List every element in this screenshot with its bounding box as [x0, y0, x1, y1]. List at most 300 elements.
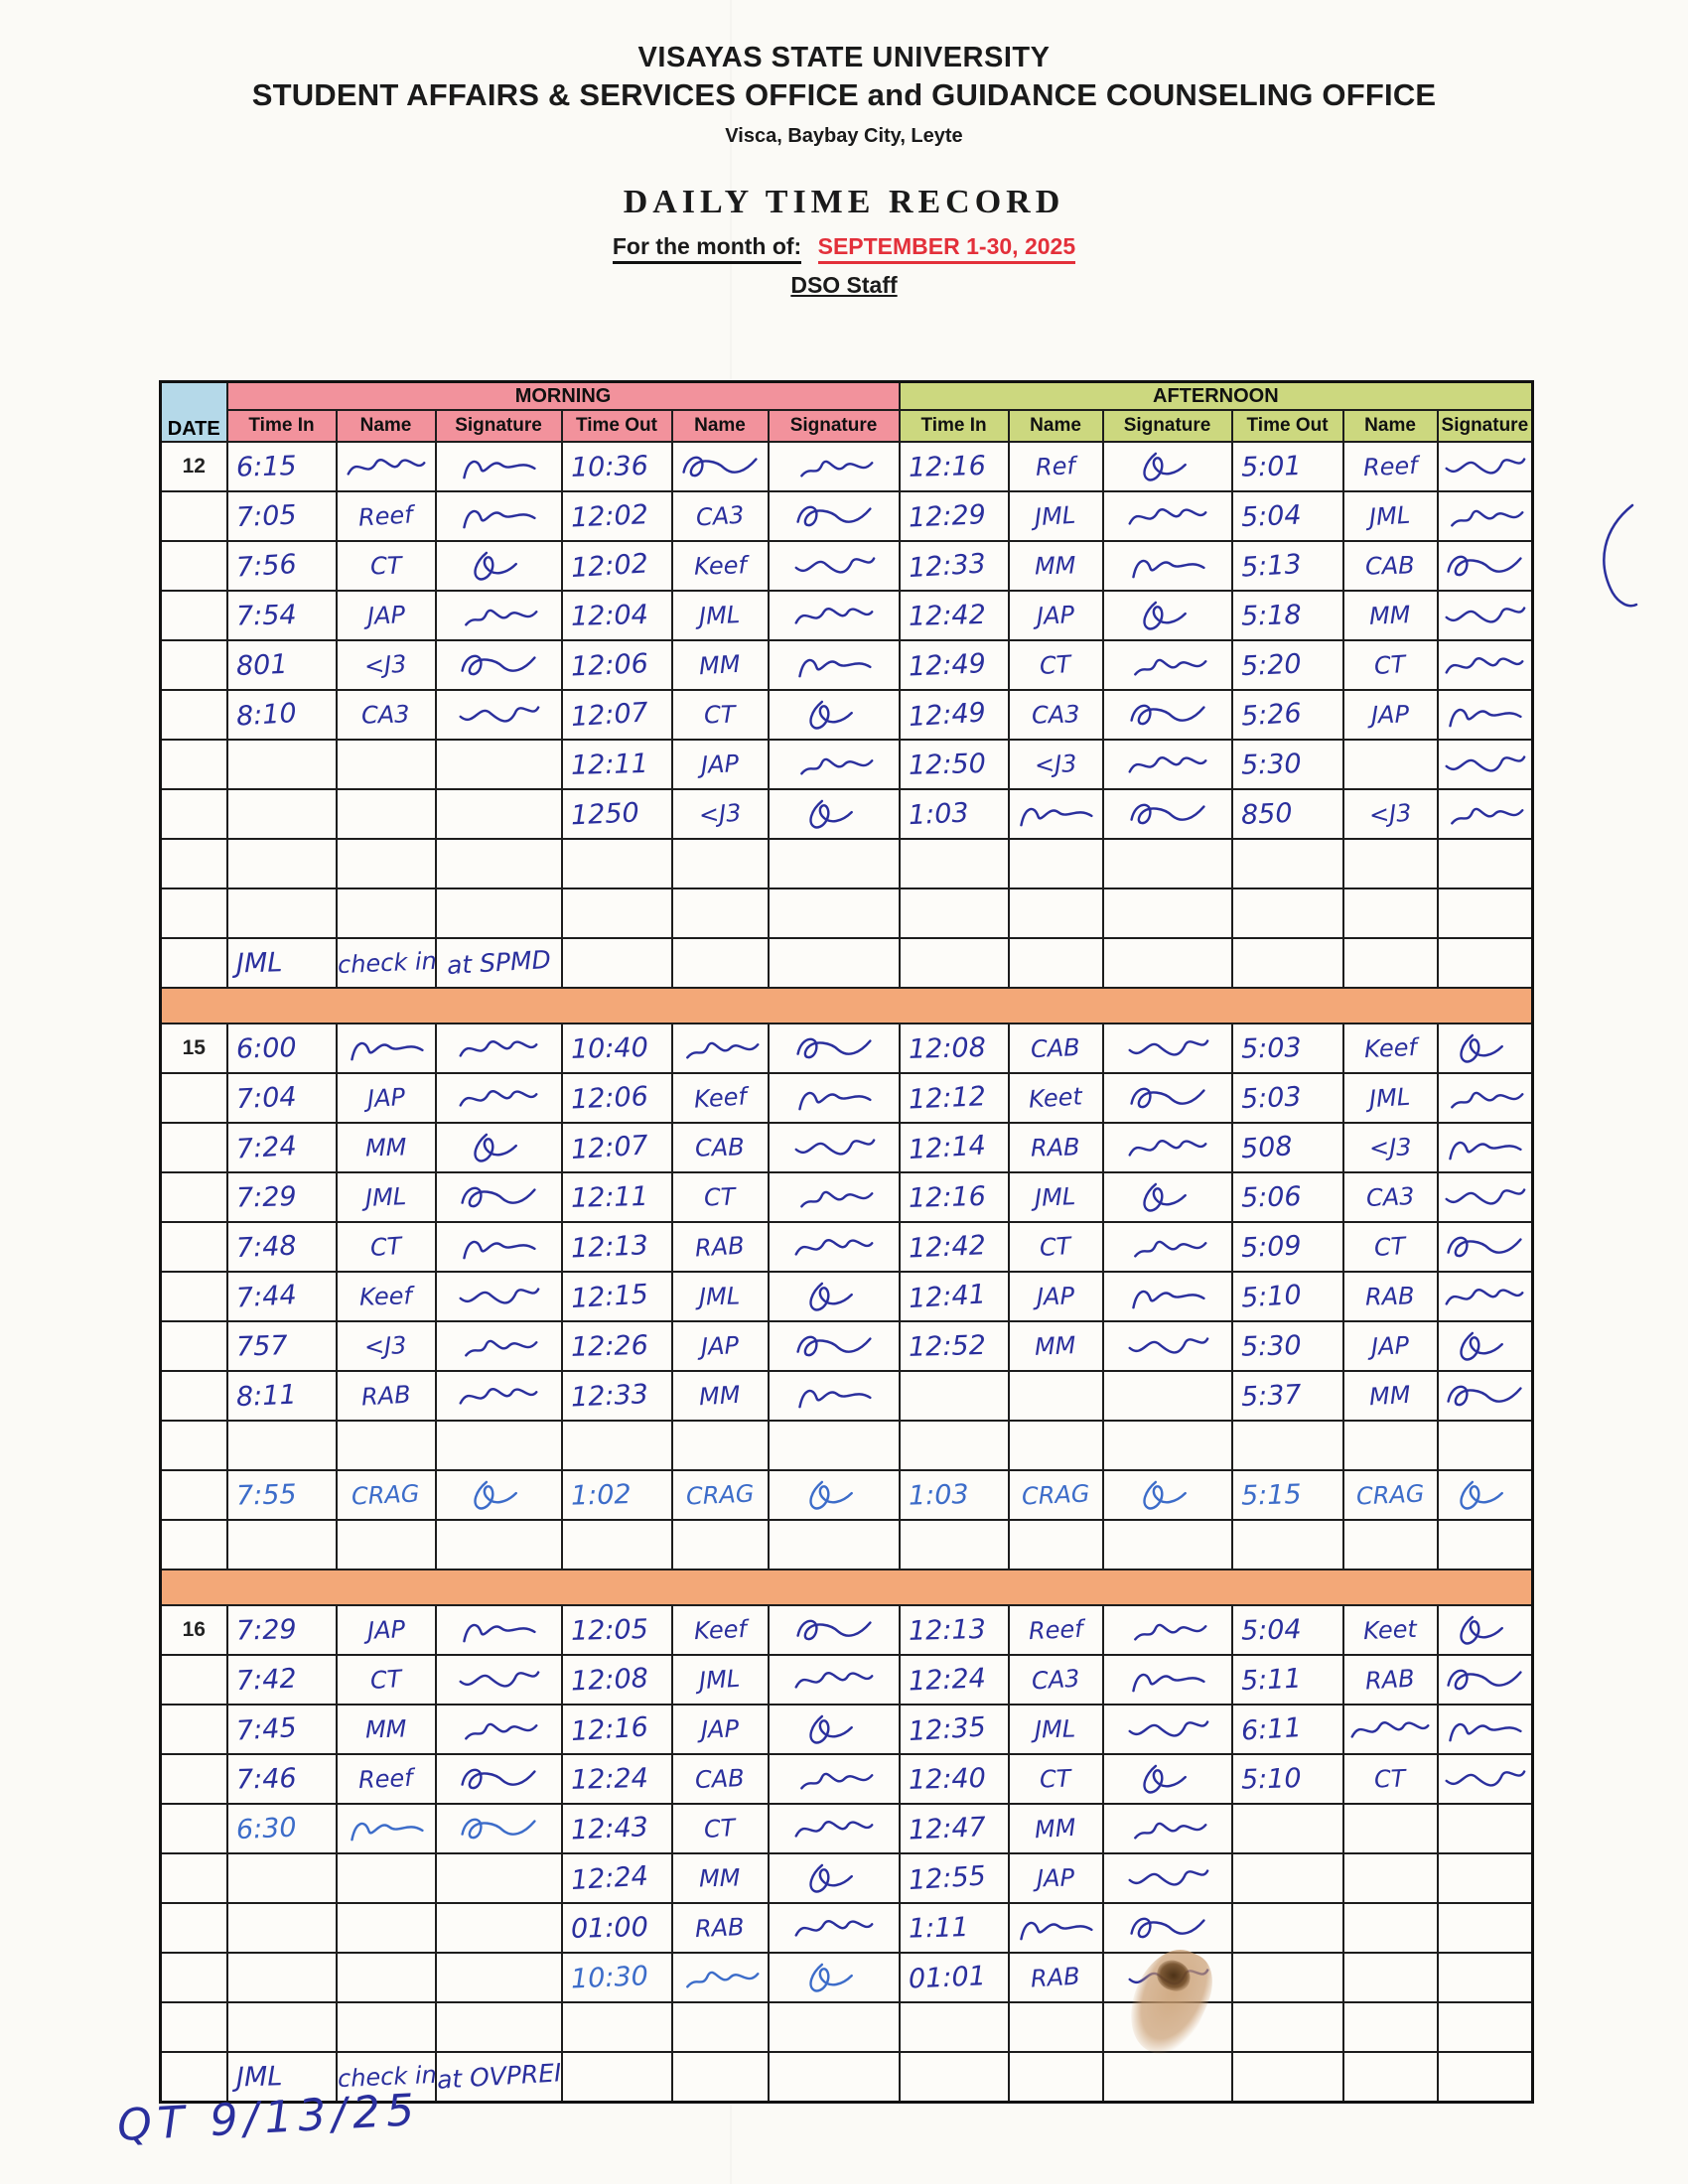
dtr-cell-time [1232, 640, 1343, 690]
dtr-cell-sig [1103, 789, 1232, 839]
dtr-row [161, 789, 1533, 839]
dtr-cell-time [900, 640, 1009, 690]
dtr-cell-time [900, 1520, 1009, 1570]
signature-scribble [1443, 1132, 1526, 1163]
block-separator-row [161, 1570, 1533, 1605]
dtr-cell-name [1343, 1321, 1438, 1371]
handwritten-entry: 5:04 [1240, 1613, 1302, 1647]
dtr-cell-name [672, 1321, 769, 1371]
dtr-cell-sig [436, 690, 562, 740]
handwritten-entry: 12:07 [569, 696, 649, 733]
dtr-cell-time [1232, 740, 1343, 789]
dtr-row [161, 442, 1533, 491]
dtr-cell-name [337, 1804, 436, 1853]
signature-scribble [457, 1380, 540, 1412]
handwritten-entry: 12:15 [569, 1278, 649, 1314]
date-cell: 12 [161, 442, 227, 491]
dtr-cell-sig [769, 1421, 900, 1470]
handwritten-entry: JAP [365, 1082, 406, 1113]
date-cell [161, 690, 227, 740]
dtr-cell-time [227, 789, 337, 839]
dtr-cell-time [1232, 1953, 1343, 2002]
dtr-cell-name [1343, 1123, 1438, 1172]
dtr-cell-time [1232, 541, 1343, 591]
handwritten-entry: 12:14 [907, 1129, 987, 1165]
dtr-cell-name [1343, 1853, 1438, 1903]
handwritten-entry: RAB [359, 1380, 412, 1411]
dtr-cell-sig [769, 1520, 900, 1570]
dtr-cell-sig [769, 789, 900, 839]
handwritten-entry: MM [364, 1132, 407, 1162]
dtr-cell-name [337, 1605, 436, 1655]
date-cell [161, 1421, 227, 1470]
dtr-cell-sig [436, 1705, 562, 1754]
dtr-cell-name [1009, 1705, 1103, 1754]
handwritten-entry: JML [1368, 1082, 1412, 1113]
dtr-cell-name [672, 1421, 769, 1470]
col-header-afternoon-time-in: Time In [900, 410, 1009, 442]
dtr-cell-sig [769, 1272, 900, 1321]
handwritten-entry: 7:24 [234, 1130, 298, 1165]
dtr-cell-time [562, 491, 672, 541]
dtr-cell-time [562, 1520, 672, 1570]
dtr-cell-sig [436, 1222, 562, 1272]
dtr-cell-sig [1438, 740, 1533, 789]
dtr-cell-name [672, 1222, 769, 1272]
dtr-cell-name [672, 442, 769, 491]
dtr-cell-sig [769, 591, 900, 640]
dtr-cell-name [672, 1953, 769, 2002]
dtr-cell-name [337, 541, 436, 591]
dtr-cell-sig [1438, 1222, 1533, 1272]
dtr-cell-sig [769, 1222, 900, 1272]
dtr-cell-name [1009, 1754, 1103, 1804]
handwritten-entry: 10:40 [570, 1031, 648, 1065]
dtr-cell-time [900, 1605, 1009, 1655]
dtr-cell-sig [1438, 1605, 1533, 1655]
dtr-cell-sig [1103, 1605, 1232, 1655]
signature-scribble [792, 500, 876, 532]
dtr-cell-name [672, 1655, 769, 1705]
handwritten-entry: 12:12 [907, 1080, 986, 1116]
signature-scribble [678, 1962, 762, 1993]
dtr-cell-name [672, 1172, 769, 1222]
dtr-row [161, 1520, 1533, 1570]
handwritten-entry: CA3 [1031, 699, 1080, 730]
dtr-cell-name [1009, 1371, 1103, 1421]
dtr-row [161, 1605, 1533, 1655]
handwritten-entry: 1:11 [908, 1911, 969, 1945]
dtr-row [161, 1172, 1533, 1222]
handwritten-entry: CA3 [694, 500, 746, 531]
handwritten-entry: 12:05 [570, 1613, 648, 1647]
dtr-cell-sig [1103, 839, 1232, 888]
dtr-cell-time [1232, 1272, 1343, 1321]
dtr-cell-time [227, 1655, 337, 1705]
dtr-cell-name [337, 2002, 436, 2052]
dtr-cell-time [227, 1804, 337, 1853]
dtr-cell-name [1343, 1421, 1438, 1470]
handwritten-entry: CT [1039, 1763, 1072, 1794]
dtr-cell-name [337, 1024, 436, 1073]
dtr-row [161, 1222, 1533, 1272]
handwritten-entry: 7:46 [235, 1762, 297, 1796]
handwritten-entry: CT [1373, 649, 1407, 680]
dtr-cell-sig [436, 1903, 562, 1953]
date-cell: 15 [161, 1024, 227, 1073]
dtr-row [161, 888, 1533, 938]
dtr-cell-sig [1438, 1953, 1533, 2002]
dtr-cell-name [1343, 690, 1438, 740]
dtr-cell-name [337, 491, 436, 541]
dtr-row [161, 1421, 1533, 1470]
dtr-cell-time [900, 1804, 1009, 1853]
dtr-cell-name [337, 442, 436, 491]
dtr-cell-name [1009, 1655, 1103, 1705]
dtr-cell-time [1232, 888, 1343, 938]
handwritten-entry: 5:18 [1240, 599, 1302, 632]
dtr-cell-time [900, 1903, 1009, 1953]
handwritten-entry: 12:06 [569, 1080, 648, 1116]
dtr-cell-sig [1103, 442, 1232, 491]
month-line [0, 233, 1688, 260]
dtr-cell-time [227, 1705, 337, 1754]
dtr-cell-time [227, 1520, 337, 1570]
dtr-cell-time [227, 491, 337, 541]
dtr-row [161, 690, 1533, 740]
dtr-cell-sig [769, 1605, 900, 1655]
dtr-cell-sig [1103, 690, 1232, 740]
dtr-cell-name [337, 1853, 436, 1903]
handwritten-entry: 12:49 [907, 696, 987, 733]
signature-scribble [345, 1032, 428, 1064]
dtr-cell-sig [769, 1321, 900, 1371]
handwritten-entry: CT [368, 1664, 403, 1695]
dtr-cell-sig [1438, 789, 1533, 839]
dtr-row [161, 1073, 1533, 1123]
handwritten-entry: 12:06 [569, 647, 648, 683]
dtr-cell-time [227, 1903, 337, 1953]
dtr-cell-sig [436, 1321, 562, 1371]
dtr-cell-name [672, 1804, 769, 1853]
dtr-cell-sig [1103, 888, 1232, 938]
handwritten-entry: 5:30 [1240, 748, 1302, 781]
handwritten-entry: Keet [1028, 1081, 1083, 1114]
dtr-cell-name [1009, 442, 1103, 491]
dtr-cell-name [1009, 1172, 1103, 1222]
dtr-cell-time [1232, 1371, 1343, 1421]
dtr-cell-sig [436, 591, 562, 640]
dtr-cell-time [562, 1470, 672, 1520]
handwritten-entry: 12:13 [569, 1229, 648, 1265]
signature-scribble [1014, 798, 1097, 830]
signature-scribble [1443, 1614, 1526, 1646]
dtr-cell-name [672, 1853, 769, 1903]
handwritten-entry: 5:26 [1239, 697, 1303, 733]
signature-scribble [1126, 749, 1209, 780]
dtr-cell-name [1009, 1903, 1103, 1953]
dtr-cell-time [1232, 1421, 1343, 1470]
dtr-cell-sig [1438, 1073, 1533, 1123]
handwritten-entry: 7:55 [235, 1478, 297, 1512]
dtr-cell-sig [769, 491, 900, 541]
dtr-cell-time [227, 1321, 337, 1371]
handwritten-entry: at OVPREI [435, 2058, 562, 2095]
dtr-cell-time [227, 1172, 337, 1222]
dtr-cell-name [337, 1655, 436, 1705]
signature-scribble [1443, 649, 1526, 681]
dtr-cell-sig [436, 1953, 562, 2002]
handwritten-entry: JAP [700, 1714, 740, 1743]
handwritten-entry: Keef [358, 1281, 413, 1311]
dtr-cell-time [900, 1371, 1009, 1421]
dtr-cell-name [672, 1123, 769, 1172]
dtr-cell-sig [436, 1520, 562, 1570]
handwritten-entry: JAP [700, 749, 740, 779]
handwritten-entry: CT [368, 1231, 403, 1262]
dtr-row [161, 1655, 1533, 1705]
handwritten-entry: 1:02 [570, 1478, 632, 1512]
dtr-cell-sig [1103, 1024, 1232, 1073]
dtr-cell-time [562, 789, 672, 839]
dtr-cell-name [672, 789, 769, 839]
dtr-cell-name [672, 1073, 769, 1123]
dtr-cell-time [227, 1754, 337, 1804]
dtr-cell-sig [1103, 740, 1232, 789]
signature-scribble [457, 600, 540, 631]
handwritten-entry: MM [698, 1380, 742, 1411]
dtr-cell-time [562, 442, 672, 491]
signature-scribble [792, 451, 876, 482]
dtr-cell-name [1009, 2002, 1103, 2052]
dtr-row [161, 839, 1533, 888]
handwritten-entry: 12:40 [908, 1762, 986, 1796]
handwritten-entry: 7:45 [234, 1711, 298, 1747]
signature-scribble [457, 1032, 540, 1064]
signature-scribble [1443, 1763, 1526, 1795]
dtr-cell-time [562, 690, 672, 740]
dtr-cell-name [1343, 1172, 1438, 1222]
handwritten-entry: JML [698, 1664, 742, 1695]
dtr-cell-time [1232, 1903, 1343, 1953]
handwritten-entry: Keef [693, 550, 747, 581]
handwritten-entry: CT [1373, 1231, 1407, 1262]
dtr-cell-time [562, 1123, 672, 1172]
handwritten-entry: 7:04 [234, 1081, 297, 1115]
note-cell [337, 938, 436, 988]
note-cell [227, 938, 337, 988]
handwritten-entry: 12:24 [570, 1762, 648, 1796]
dtr-cell-time [562, 640, 672, 690]
dtr-cell-sig [436, 1470, 562, 1520]
signature-scribble [1126, 1132, 1209, 1163]
dtr-row [161, 1903, 1533, 1953]
dtr-cell-name [1343, 1754, 1438, 1804]
signature-scribble [678, 1032, 762, 1064]
signature-scribble [457, 500, 540, 532]
dtr-cell-time [900, 740, 1009, 789]
dtr-cell-sig [436, 1804, 562, 1853]
dtr-cell-name [1343, 640, 1438, 690]
date-cell [161, 1853, 227, 1903]
signature-scribble [457, 1614, 540, 1646]
date-cell [161, 640, 227, 690]
dtr-table-wrap [159, 380, 1534, 2104]
dtr-cell-name [337, 1073, 436, 1123]
signature-scribble [792, 1664, 876, 1696]
handwritten-entry: 1250 [569, 796, 639, 831]
dtr-cell-name [337, 1272, 436, 1321]
handwritten-entry: check in [336, 2060, 437, 2093]
dtr-cell-sig [436, 740, 562, 789]
signature-scribble [1126, 649, 1209, 681]
dtr-cell-sig [436, 1421, 562, 1470]
dtr-cell-name [672, 888, 769, 938]
dtr-cell-time [562, 1172, 672, 1222]
dtr-row [161, 591, 1533, 640]
dtr-cell-sig [1103, 1520, 1232, 1570]
signature-scribble [457, 451, 540, 482]
dtr-cell-name [1009, 740, 1103, 789]
dtr-cell-name [337, 1371, 436, 1421]
dtr-cell-name [1343, 1903, 1438, 1953]
signature-scribble [457, 550, 540, 582]
dtr-cell-name [672, 740, 769, 789]
handwritten-entry: JAP [1036, 1863, 1075, 1892]
handwritten-entry: MM [1034, 1813, 1077, 1843]
signature-scribble [792, 749, 876, 780]
dtr-cell-time [900, 1421, 1009, 1470]
date-cell [161, 938, 227, 988]
signature-scribble [1126, 1713, 1209, 1745]
signature-scribble [1443, 1181, 1526, 1213]
signature-scribble [1126, 1912, 1209, 1944]
dtr-cell-time [227, 541, 337, 591]
dtr-row [161, 1024, 1533, 1073]
dtr-cell-time [900, 1222, 1009, 1272]
dtr-cell-time [227, 2002, 337, 2052]
dtr-cell-time [562, 2002, 672, 2052]
dtr-cell-sig [1438, 1903, 1533, 1953]
handwritten-entry: MM [698, 1862, 742, 1893]
dtr-cell-time [227, 1024, 337, 1073]
handwritten-entry: Ref [1035, 451, 1076, 481]
signature-scribble [792, 600, 876, 631]
handwritten-entry: JML [235, 2060, 283, 2093]
signature-scribble [457, 1664, 540, 1696]
handwritten-entry: 10:30 [569, 1960, 648, 1995]
handwritten-entry: Reef [1028, 1614, 1083, 1645]
handwritten-entry: 12:16 [908, 450, 986, 483]
dtr-cell-sig [769, 1953, 900, 2002]
dtr-cell-name [1009, 1024, 1103, 1073]
dtr-row [161, 491, 1533, 541]
handwritten-entry: 12:41 [907, 1278, 987, 1314]
handwritten-entry: 12:42 [907, 1229, 986, 1265]
col-header-morning-signature: Signature [436, 410, 562, 442]
signature-scribble [1443, 1479, 1526, 1511]
dtr-cell-name [1009, 1605, 1103, 1655]
handwritten-entry: 12:55 [907, 1859, 987, 1896]
dtr-cell-name [1009, 888, 1103, 938]
note-cell [900, 938, 1009, 988]
signature-scribble [1126, 1281, 1209, 1312]
handwritten-entry: 801 [234, 648, 288, 682]
handwritten-entry: 508 [1239, 1130, 1293, 1164]
handwritten-entry: 7:44 [234, 1279, 298, 1314]
dtr-cell-time [227, 1421, 337, 1470]
signature-scribble [345, 451, 428, 482]
signature-scribble [792, 1912, 876, 1944]
dtr-cell-sig [1103, 591, 1232, 640]
signature-scribble [1126, 1763, 1209, 1795]
dtr-cell-time [227, 888, 337, 938]
dtr-cell-time [900, 1321, 1009, 1371]
dtr-cell-sig [436, 1073, 562, 1123]
handwritten-entry: JML [364, 1181, 407, 1212]
handwritten-entry: 12:47 [907, 1811, 986, 1846]
dtr-cell-name [337, 1520, 436, 1570]
dtr-table-body [161, 442, 1533, 2103]
signature-scribble [792, 1231, 876, 1263]
handwritten-entry: 12:02 [569, 547, 649, 584]
dtr-cell-name [1343, 1655, 1438, 1705]
dtr-row [161, 1853, 1533, 1903]
signature-scribble [1443, 451, 1526, 482]
signature-scribble [792, 1862, 876, 1894]
note-cell [1438, 2052, 1533, 2103]
signature-scribble [457, 1763, 540, 1795]
handwritten-entry: 12:11 [570, 748, 648, 781]
signature-scribble [1126, 1330, 1209, 1362]
col-header-afternoon-time-out: Time Out [1232, 410, 1343, 442]
handwritten-entry: MM [1368, 600, 1412, 630]
dtr-cell-time [1232, 1073, 1343, 1123]
dtr-cell-sig [436, 1024, 562, 1073]
dtr-cell-time [562, 591, 672, 640]
separator-band [161, 988, 1533, 1024]
dtr-cell-sig [1438, 591, 1533, 640]
dtr-cell-name [1009, 591, 1103, 640]
dtr-cell-sig [769, 1123, 900, 1172]
dtr-cell-time [227, 740, 337, 789]
handwritten-entry: 12:43 [569, 1811, 648, 1846]
signature-scribble [1443, 1664, 1526, 1696]
note-cell [1009, 2052, 1103, 2103]
signature-scribble [1443, 1082, 1526, 1114]
dtr-cell-sig [1103, 640, 1232, 690]
dtr-row [161, 541, 1533, 591]
address-line: Visca, Baybay City, Leyte [725, 125, 963, 147]
dtr-cell-name [1009, 1321, 1103, 1371]
handwritten-entry: Keef [692, 1081, 748, 1114]
handwritten-entry: 7:48 [234, 1230, 297, 1264]
dtr-cell-time [900, 888, 1009, 938]
dtr-cell-sig [769, 1705, 900, 1754]
dtr-cell-time [227, 591, 337, 640]
handwritten-entry: JAP [1370, 700, 1410, 729]
handwritten-entry: 6:00 [235, 1031, 297, 1065]
signature-scribble [792, 1813, 876, 1844]
dtr-cell-name [1343, 591, 1438, 640]
dtr-cell-sig [769, 740, 900, 789]
handwritten-entry: 5:37 [1239, 1379, 1302, 1413]
dtr-cell-time [227, 839, 337, 888]
handwritten-entry: MM [364, 1713, 407, 1744]
dtr-cell-sig [436, 491, 562, 541]
dtr-row [161, 740, 1533, 789]
block-separator-row [161, 988, 1533, 1024]
